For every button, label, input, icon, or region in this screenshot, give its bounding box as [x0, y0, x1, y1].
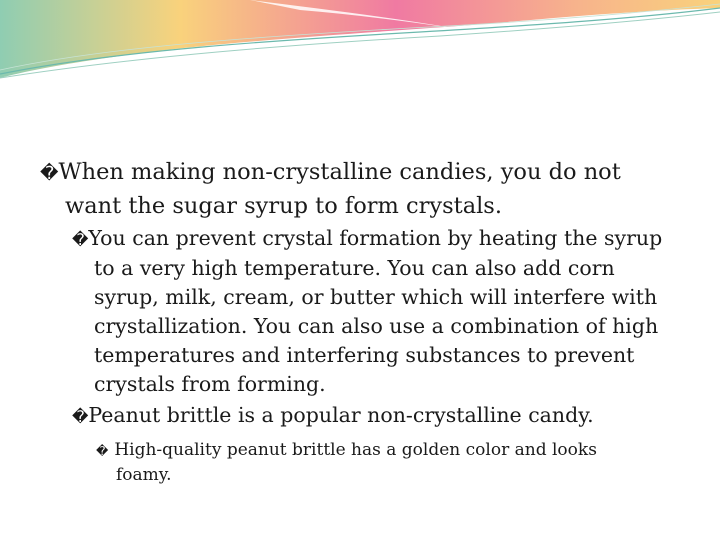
- paragraph-line: [40, 156, 621, 190]
- paragraph-line: [72, 401, 594, 431]
- paragraph-line: syrup, milk, cream, or butter which will interfere with: [94, 285, 658, 309]
- bullet-paragraph-2: [72, 224, 662, 399]
- bullet-marker: �: [40, 163, 59, 184]
- bullet-marker: �: [96, 444, 109, 458]
- bullet-marker: �: [72, 407, 89, 426]
- paragraph-text: High-quality peanut brittle has a golden color and looks: [114, 440, 597, 460]
- bullet-marker: �: [72, 230, 89, 249]
- paragraph-line: want the sugar syrup to form crystals.: [65, 193, 503, 219]
- paragraph-line: foamy.: [116, 465, 172, 485]
- bullet-paragraph-4: [96, 438, 597, 487]
- paragraph-line: to a very high temperature. You can also add corn: [94, 256, 615, 280]
- paragraph-line: crystallization. You can also use a combination of high: [94, 314, 659, 338]
- paragraph-text: When making non-crystalline candies, you do not: [58, 159, 621, 185]
- paragraph-line: [72, 224, 662, 254]
- paragraph-line: [96, 438, 597, 463]
- bullet-paragraph-3: [72, 401, 594, 431]
- paragraph-text: You can prevent crystal formation by heating the syrup: [88, 226, 663, 250]
- paragraph-line: crystals from forming.: [94, 372, 326, 396]
- paragraph-text: Peanut brittle is a popular non-crystalline candy.: [88, 403, 594, 427]
- paragraph-line: temperatures and interfering substances to prevent: [94, 343, 635, 367]
- bullet-paragraph-1: [40, 156, 621, 222]
